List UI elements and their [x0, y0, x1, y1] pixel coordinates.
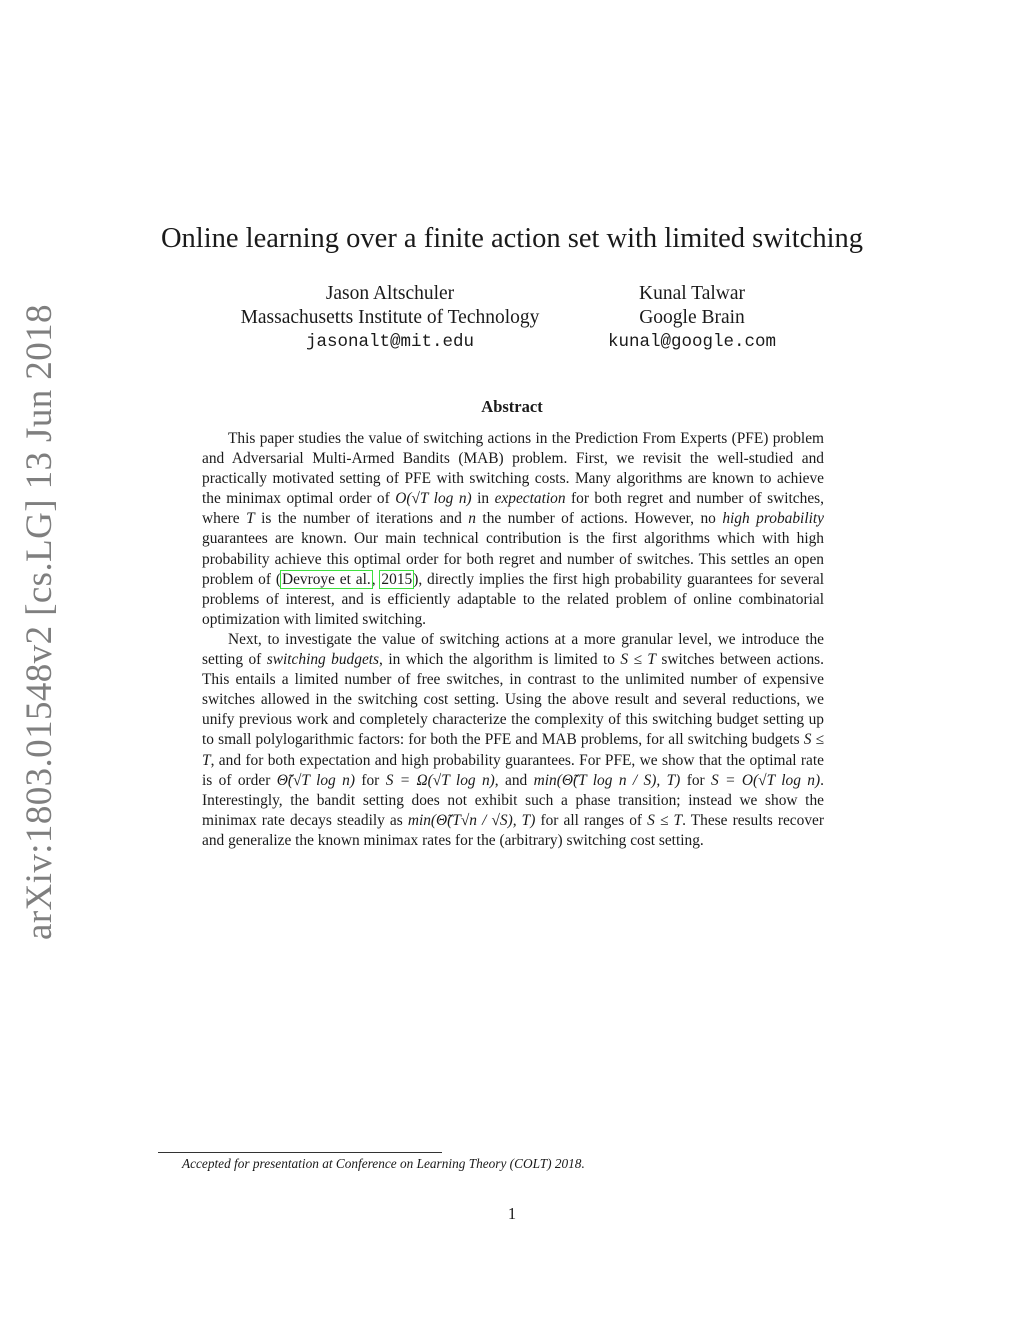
abstract-text: is the number of iterations and	[254, 510, 469, 528]
abstract-text: , in which the algorithm is limited to	[379, 651, 621, 669]
emphasis-text: high probability	[722, 510, 824, 528]
abstract-text: Next, to investigate the value of switching actions at a more granular level, we introduce the setting of	[202, 630, 824, 669]
math-expression: S ≤ T	[620, 651, 656, 669]
author-name: Jason Altschuler	[325, 283, 455, 304]
page-number: 1	[507, 1204, 517, 1223]
abstract-text: guarantees are known. Our main technical contribution is the first algorithms which with high probability achieve this optimal order for both regret and number of switches. This settles an open problem of (	[202, 530, 824, 588]
math-expression: S = Ω(√T log n)	[385, 771, 495, 789]
math-expression: T	[246, 510, 255, 528]
author-name: Kunal Talwar	[638, 283, 746, 304]
abstract-text: . These results recover and generalize the known minimax rates for the (arbitrary) switching cost setting.	[202, 811, 824, 849]
abstract-paragraph-1	[202, 429, 824, 630]
citation-link-authors[interactable]: Devroye et al.	[281, 570, 371, 588]
paper-title: Online learning over a finite action set with limited switching	[160, 223, 864, 254]
abstract-text: This paper studies the value of switching actions in the Prediction From Experts (PFE) problem and Adversarial Multi-Armed Bandits (MAB) problem. First, we revisit the well-studied and practically motivated setting of PFE with switching costs. Many algorithms are known to achieve the minimax optimal order of	[202, 430, 824, 508]
abstract-paragraph-2	[202, 630, 824, 851]
abstract-text: , and	[494, 771, 534, 789]
abstract-text: for both regret and number of switches, where	[202, 490, 824, 528]
abstract-body	[202, 429, 824, 851]
abstract-text: . Interestingly, the bandit setting does not exhibit such a phase transition; instead we show the minimax rate decays steadily as	[202, 771, 824, 829]
math-expression: Θ̃(√T log n)	[276, 771, 355, 789]
abstract-text: the number of actions. However, no	[475, 510, 723, 528]
author-affiliation: Massachusetts Institute of Technology	[240, 307, 540, 328]
abstract-text: for all ranges of	[535, 811, 648, 829]
math-expression: n	[468, 510, 476, 528]
emphasis-text: expectation	[494, 490, 566, 508]
math-expression: S ≤ T	[647, 811, 683, 829]
footnote-divider	[158, 1152, 442, 1153]
footnote-text: Accepted for presentation at Conference on Learning Theory (COLT) 2018.	[182, 1156, 585, 1171]
abstract-text: , and for both expectation and high probability guarantees. For PFE, we show that the optimal rate is of order	[202, 751, 824, 789]
emphasis-text: switching budgets	[266, 651, 380, 669]
abstract-text: switches between actions. This entails a limited number of free switches, in contrast to the unlimited number of expensive switches allowed in the switching cost setting. Using the above result and several reductions, we unify previous work and completely characterize the complexity of this switching budget setting up to small polylogarithmic factors: for both the PFE and MAB problems, for all switching budgets	[202, 651, 824, 749]
abstract-text: in	[471, 490, 495, 508]
math-expression: S = O(√T log n)	[711, 771, 821, 789]
author-block-2	[572, 282, 812, 354]
author-affiliation: Google Brain	[639, 307, 745, 328]
abstract-text: for	[354, 771, 386, 789]
math-expression: min(Θ̃(T log n / S), T)	[533, 771, 681, 789]
author-block-1	[210, 282, 570, 354]
citation-link-year[interactable]: 2015	[381, 570, 413, 588]
abstract-text: ), directly implies the first high probability guarantees for several problems of interest, and is efficiently adaptable to the related problem of online combinatorial optimization with limited switching.	[202, 570, 824, 628]
citation-separator: ,	[371, 570, 381, 588]
math-expression: min(Θ̃(T√n / √S), T)	[407, 811, 536, 829]
abstract-heading: Abstract	[481, 397, 543, 416]
author-email[interactable]: kunal@google.com	[607, 332, 777, 352]
math-expression: S ≤ T	[202, 731, 824, 769]
author-email[interactable]: jasonalt@mit.edu	[305, 332, 475, 352]
math-expression: O(√T log n)	[395, 490, 472, 508]
abstract-text: for	[680, 771, 712, 789]
arxiv-identifier-stamp: arXiv:1803.01548v2 [cs.LG] 13 Jun 2018	[19, 304, 60, 940]
